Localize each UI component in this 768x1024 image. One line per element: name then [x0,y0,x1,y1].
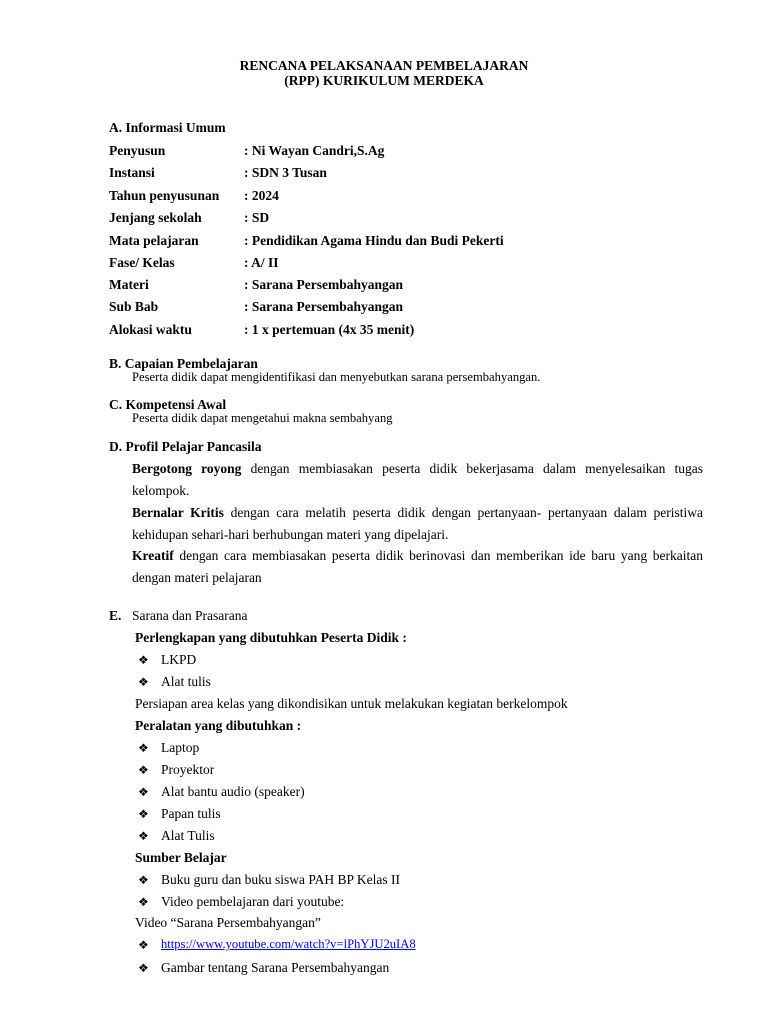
bullet-icon: ❖ [138,741,149,755]
list-item: Gambar tentang Sarana Persembahyangan [161,960,390,975]
list-item: Laptop [161,740,200,755]
info-label: Alokasi waktu [109,322,192,337]
persiapan-text: Persiapan area kelas yang dikondisikan untuk melakukan kegiatan berkelompok [135,696,568,711]
list-item: LKPD [161,652,197,667]
list-item: Proyektor [161,762,215,777]
profil-text: dengan cara melatih peserta didik dengan pertanyaan- pertanyaan dalam peristiwa kehidupan sehari-hari berhubungan materi yang dipelajari. [132,505,703,542]
profil-term: Bernalar Kritis [132,505,224,520]
bullet-icon: ❖ [138,653,149,667]
peralatan-heading: Peralatan yang dibutuhkan : [135,718,302,733]
list-item: Alat tulis [161,674,211,689]
info-label: Tahun penyusunan [109,188,220,203]
info-value: : A/ II [244,255,279,270]
bullet-icon: ❖ [138,961,149,975]
section-d-heading: D. Profil Pelajar Pancasila [109,439,262,454]
info-value: : Pendidikan Agama Hindu dan Budi Pekerti [244,233,504,248]
section-b-text: Peserta didik dapat mengidentifikasi dan menyebutkan sarana persembahyangan. [132,370,541,384]
bullet-icon: ❖ [138,895,149,909]
profil-term: Bergotong royong [132,461,242,476]
bullet-icon: ❖ [138,873,149,887]
document-title-line2: (RPP) KURIKULUM MERDEKA [284,73,484,88]
sumber-heading: Sumber Belajar [135,850,227,865]
list-item: Alat Tulis [161,828,215,843]
section-e-letter: E. [109,608,122,623]
info-label: Penyusun [109,143,166,158]
info-value: : Sarana Persembahyangan [244,277,404,292]
bullet-icon: ❖ [138,785,149,799]
section-a-heading: A. Informasi Umum [109,120,226,135]
info-value: : 1 x pertemuan (4x 35 menit) [244,322,415,337]
profil-term: Kreatif [132,548,174,563]
youtube-video-link[interactable]: https://www.youtube.com/watch?v=lPhYJU2uIA8 [161,937,416,951]
bullet-icon: ❖ [138,938,149,952]
section-c-text: Peserta didik dapat mengetahui makna sembahyang [132,411,393,425]
list-item: Alat bantu audio (speaker) [161,784,305,799]
list-item: Video pembelajaran dari youtube: [161,894,345,909]
section-c-heading: C. Kompetensi Awal [109,397,227,412]
profil-item [132,502,703,546]
profil-text: dengan cara membiasakan peserta didik berinovasi dan memberikan ide baru yang berkaitan dengan materi pelajaran [132,548,703,585]
info-value: : SD [244,210,270,225]
list-item: Buku guru dan buku siswa PAH BP Kelas II [161,872,400,887]
bullet-icon: ❖ [138,675,149,689]
section-e-heading: Sarana dan Prasarana [132,608,248,623]
perlengkapan-heading: Perlengkapan yang dibutuhkan Peserta Didik : [135,630,407,645]
profil-item [132,458,703,502]
info-label: Instansi [109,165,155,180]
info-label: Mata pelajaran [109,233,199,248]
bullet-icon: ❖ [138,829,149,843]
info-label: Fase/ Kelas [109,255,175,270]
profil-item [132,545,703,589]
document-title-line1: RENCANA PELAKSANAAN PEMBELAJARAN [239,58,529,73]
info-value: : 2024 [244,188,279,203]
video-text: Video “Sarana Persembahyangan” [135,915,321,930]
info-label: Jenjang sekolah [109,210,202,225]
info-value: : Ni Wayan Candri,S.Ag [244,143,385,158]
list-item: Papan tulis [161,806,221,821]
bullet-icon: ❖ [138,763,149,777]
info-label: Materi [109,277,149,292]
bullet-icon: ❖ [138,807,149,821]
section-b-heading: B. Capaian Pembelajaran [109,356,258,371]
info-label: Sub Bab [109,299,159,314]
info-value: : SDN 3 Tusan [244,165,327,180]
profil-text: dengan membiasakan peserta didik bekerjasama dalam menyelesaikan tugas kelompok. [132,461,703,498]
info-value: : Sarana Persembahyangan [244,299,404,314]
